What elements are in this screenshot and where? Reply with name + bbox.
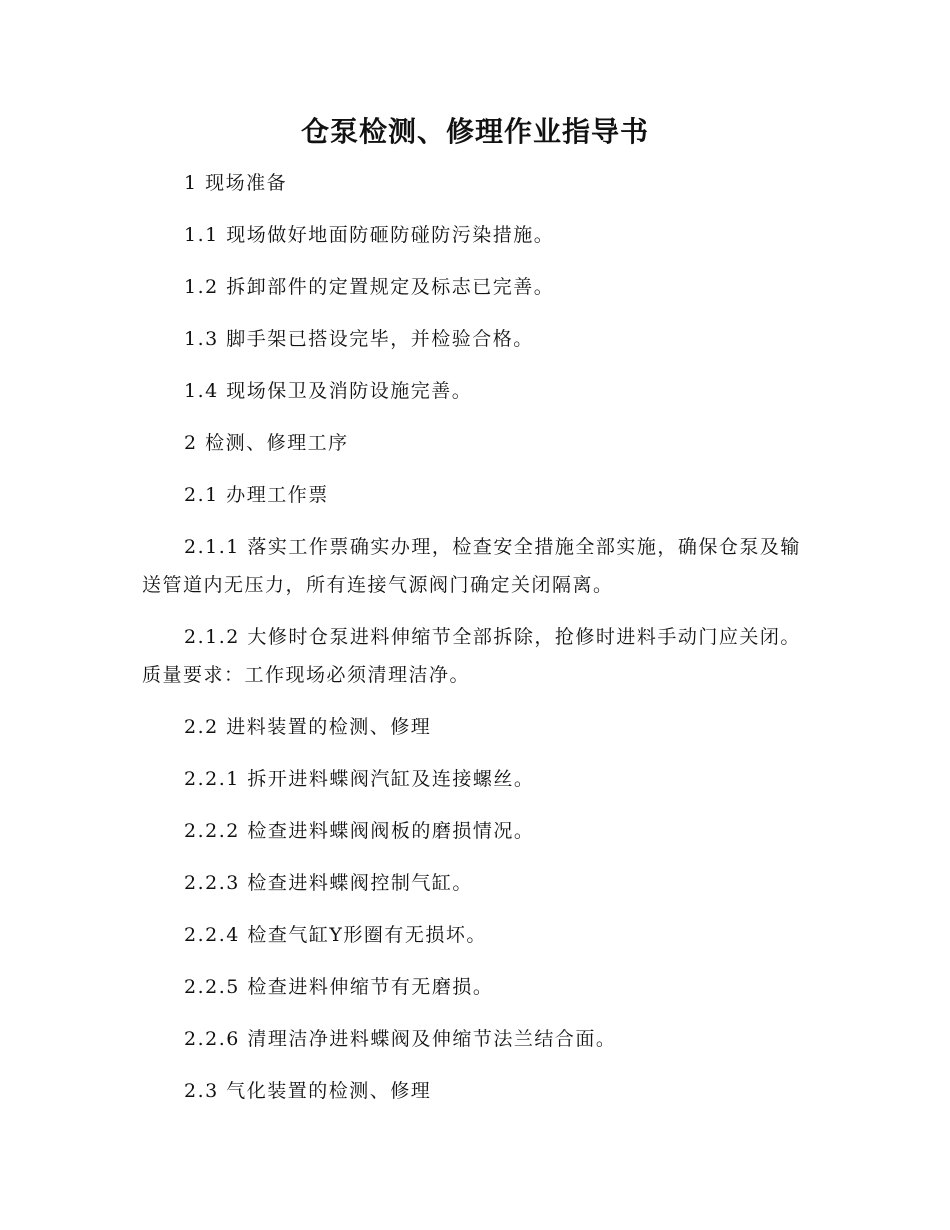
paragraph: 2 检测、修理工序 — [184, 432, 349, 454]
paragraph: 1 现场准备 — [184, 172, 288, 194]
paragraph: 1.4 现场保卫及消防设施完善。 — [184, 380, 473, 402]
paragraph: 2.2.3 检查进料蝶阀控制气缸。 — [184, 872, 473, 894]
paragraph: 2.1.1 落实工作票确实办理，检查安全措施全部实施，确保仓泵及输送管道内无压力，所有连接气源阀门确定关闭隔离。 — [142, 536, 801, 596]
paragraph: 2.2.5 检查进料伸缩节有无磨损。 — [184, 976, 494, 998]
paragraph: 2.3 气化装置的检测、修理 — [184, 1080, 432, 1102]
document-title: 仓泵检测、修理作业指导书 — [300, 115, 649, 148]
paragraph: 2.1 办理工作票 — [184, 484, 329, 506]
paragraph: 2.2.2 检查进料蝶阀阀板的磨损情况。 — [184, 820, 535, 842]
paragraph: 1.1 现场做好地面防砸防碰防污染措施。 — [184, 224, 555, 246]
paragraph: 1.2 拆卸部件的定置规定及标志已完善。 — [184, 276, 555, 298]
paragraph: 2.2 进料装置的检测、修理 — [184, 716, 432, 738]
document-body — [142, 164, 810, 1124]
paragraph: 2.2.6 清理洁净进料蝶阀及伸缩节法兰结合面。 — [184, 1028, 617, 1050]
paragraph: 2.1.2 大修时仓泵进料伸缩节全部拆除，抢修时进料手动门应关闭。质量要求：工作现场必须清理洁净。 — [142, 626, 801, 686]
paragraph: 2.2.1 拆开进料蝶阀汽缸及连接螺丝。 — [184, 768, 535, 790]
paragraph: 2.2.4 检查气缸Y形圈有无损坏。 — [184, 924, 487, 946]
paragraph: 1.3 脚手架已搭设完毕，并检验合格。 — [184, 328, 534, 350]
